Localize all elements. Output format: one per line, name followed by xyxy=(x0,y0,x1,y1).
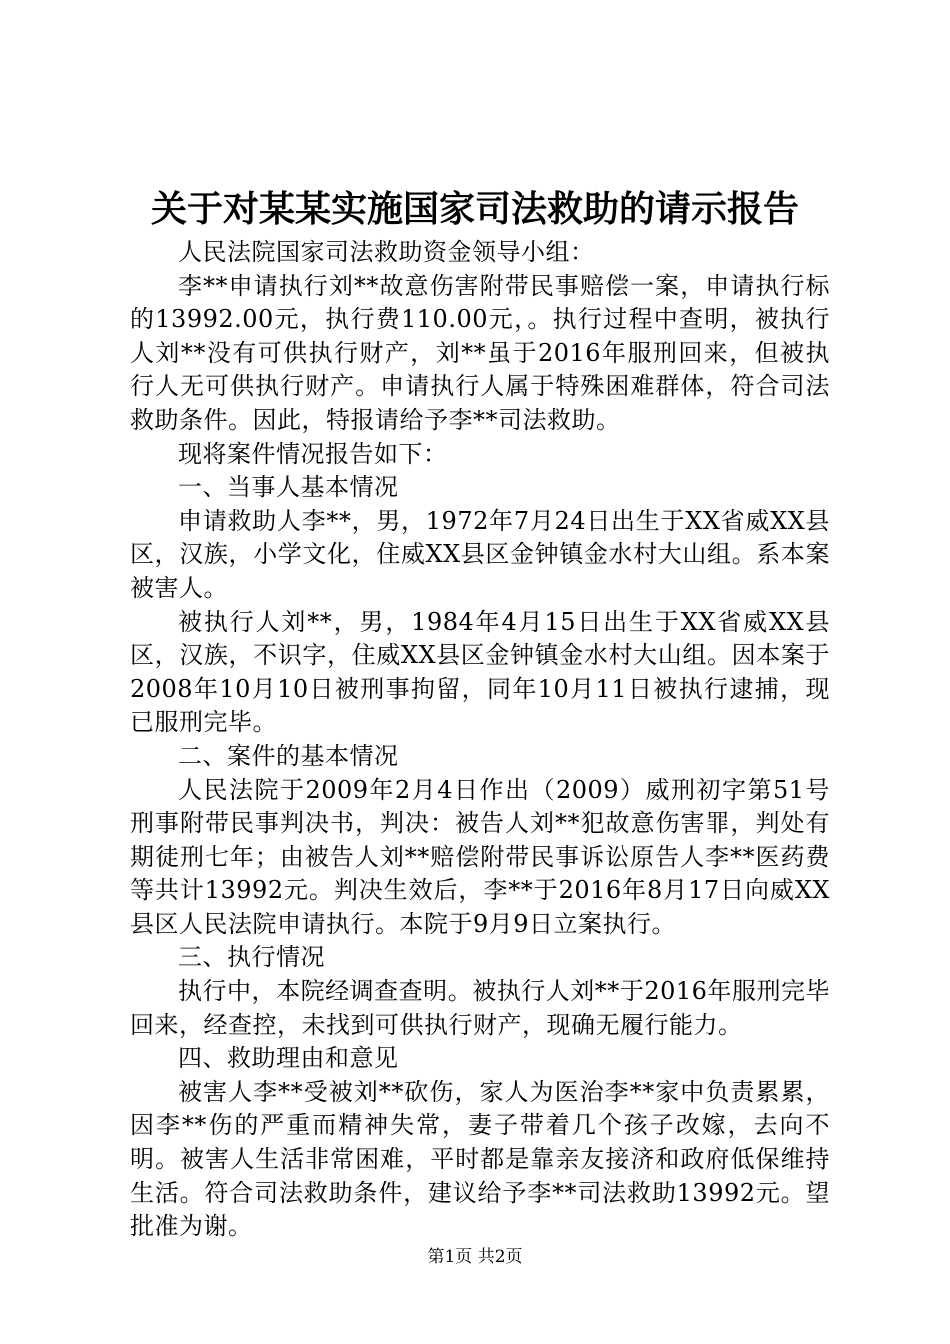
document-title: 关于对某某实施国家司法救助的请示报告 xyxy=(150,188,799,230)
section-heading-parties: 一、当事人基本情况 xyxy=(178,473,399,502)
section-heading-reasons: 四、救助理由和意见 xyxy=(178,1044,399,1073)
document-body xyxy=(130,236,830,1244)
section-heading-case: 二、案件的基本情况 xyxy=(178,741,399,770)
reasons-paragraph: 被害人李**受被刘**砍伤，家人为医治李**家中负责累累，因李**伤的严重而精神失常，妻子带着几个孩子改嫁，去向不明。被害人生活非常困难，平时都是靠亲友接济和政府低保维持生活。符合司法救助条件，建议给予李**司法救助13992元。望批准为谢。 xyxy=(130,1077,830,1241)
intro-paragraph: 李**申请执行刘**故意伤害附带民事赔偿一案，申请执行标的13992.00元，执行费110.00元，。执行过程中查明，被执行人刘**没有可供执行财产，刘**虽于2016年服刑回来，但被执行人无可供执行财产。申请执行人属于特殊困难群体，符合司法救助条件。因此，特报请给予李**司法救助。 xyxy=(130,271,830,434)
case-paragraph: 人民法院于2009年2月4日作出（2009）威刑初字第51号刑事附带民事判决书，判决：被告人刘**犯故意伤害罪，判处有期徒刑七年；由被告人刘**赔偿附带民事诉讼原告人李**医药费等共计13992元。判决生效后，李**于2016年8月17日向威XX县区人民法院申请执行。本院于9月9日立案执行。 xyxy=(130,775,830,938)
page-footer: 第1页 共2页 xyxy=(427,1247,523,1267)
respondent-paragraph: 被执行人刘**，男，1984年4月15日出生于XX省威XX县区，汉族，不识字，住威XX县区金钟镇金水村大山组。因本案于2008年10月10日被刑事拘留，同年10月11日被执行逮捕，现已服刑完毕。 xyxy=(130,607,830,737)
salutation: 人民法院国家司法救助资金领导小组： xyxy=(178,238,595,266)
applicant-paragraph: 申请救助人李**，男，1972年7月24日出生于XX省威XX县区，汉族，小学文化，住威XX县区金钟镇金水村大山组。系本案被害人。 xyxy=(130,506,830,602)
section-heading-execution: 三、执行情况 xyxy=(178,943,325,972)
execution-paragraph: 执行中，本院经调查查明。被执行人刘**于2016年服刑完毕回来，经查控，未找到可供执行财产，现确无履行能力。 xyxy=(130,977,830,1039)
report-lead: 现将案件情况报告如下： xyxy=(178,439,448,468)
